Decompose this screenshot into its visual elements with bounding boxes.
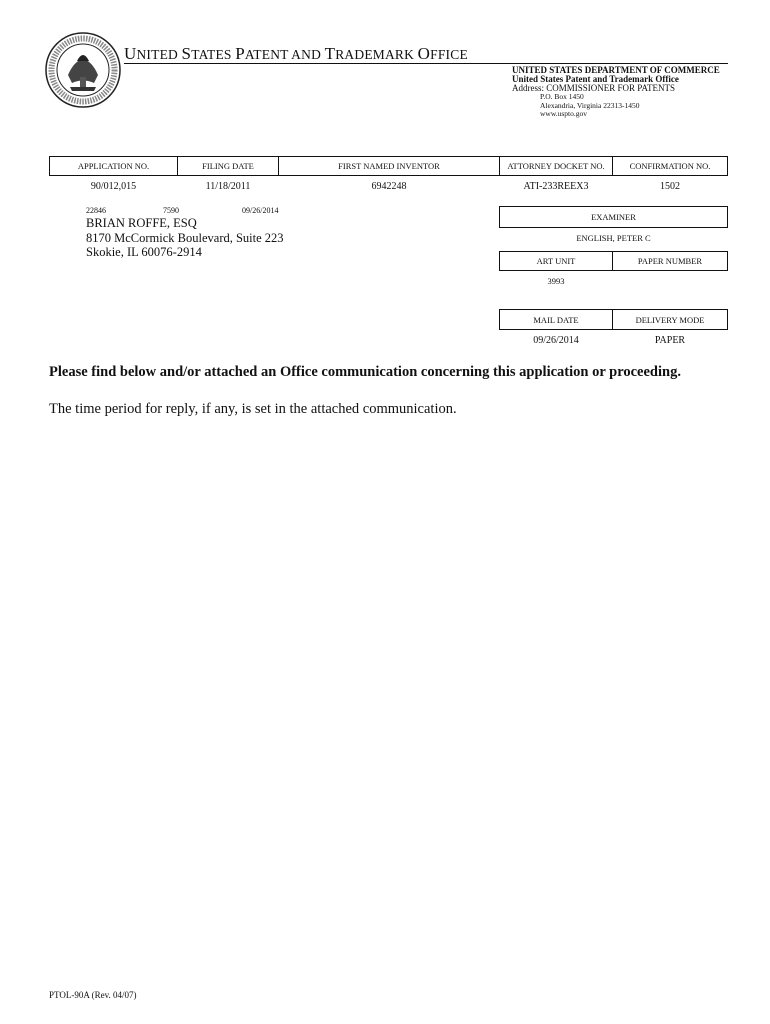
correspondence-date: 09/26/2014	[242, 206, 279, 215]
correspondence-code: 7590	[163, 206, 179, 215]
addressee-name: BRIAN ROFFE, ESQ	[86, 216, 197, 230]
attorney-docket-number: ATI-233REEX3	[523, 181, 589, 192]
address-line: P.O. Box 1450	[540, 92, 584, 101]
header-rule	[124, 63, 728, 64]
header-mail-date: MAIL DATE	[499, 309, 613, 330]
addressee-city: Skokie, IL 60076-2914	[86, 245, 202, 259]
first-named-inventor: 6942248	[371, 181, 407, 192]
department-block	[512, 66, 720, 119]
header-first-named-inventor: FIRST NAMED INVENTOR	[278, 156, 500, 176]
office-title: UNITED STATES PATENT AND TRADEMARK OFFICE	[124, 44, 468, 63]
uspto-seal-icon	[44, 31, 122, 109]
mail-date: 09/26/2014	[533, 335, 579, 346]
filing-date: 11/18/2011	[205, 181, 251, 192]
address-line: Alexandria, Virginia 22313-1450	[540, 100, 640, 110]
header-examiner: EXAMINER	[499, 206, 728, 228]
customer-number: 22846	[86, 206, 106, 215]
art-unit: 3993	[547, 276, 565, 286]
department-name: UNITED STATES DEPARTMENT OF COMMERCE	[512, 65, 720, 75]
header-paper-number: PAPER NUMBER	[612, 251, 728, 271]
reply-period-text: The time period for reply, if any, is set in the attached communication.	[49, 401, 457, 417]
addressee-street: 8170 McCormick Boulevard, Suite 223	[86, 231, 284, 245]
header-confirmation-no: CONFIRMATION NO.	[612, 156, 728, 176]
header-application-no: APPLICATION NO.	[49, 156, 178, 176]
website-link[interactable]: www.uspto.gov	[540, 109, 588, 118]
application-number: 90/012,015	[90, 181, 137, 192]
confirmation-number: 1502	[660, 181, 680, 192]
address-label: Address: COMMISSIONER FOR PATENTS	[512, 83, 675, 93]
header-art-unit: ART UNIT	[499, 251, 613, 271]
header-delivery-mode: DELIVERY MODE	[612, 309, 728, 330]
office-communication-notice: Please find below and/or attached an Office communication concerning this application or proceeding.	[49, 364, 681, 380]
examiner-name: ENGLISH, PETER C	[576, 233, 651, 243]
header-filing-date: FILING DATE	[177, 156, 279, 176]
office-name: United States Patent and Trademark Office	[512, 74, 679, 84]
header-attorney-docket-no: ATTORNEY DOCKET NO.	[499, 156, 613, 176]
delivery-mode: PAPER	[654, 335, 686, 346]
form-identifier: PTOL-90A (Rev. 04/07)	[49, 990, 137, 1000]
